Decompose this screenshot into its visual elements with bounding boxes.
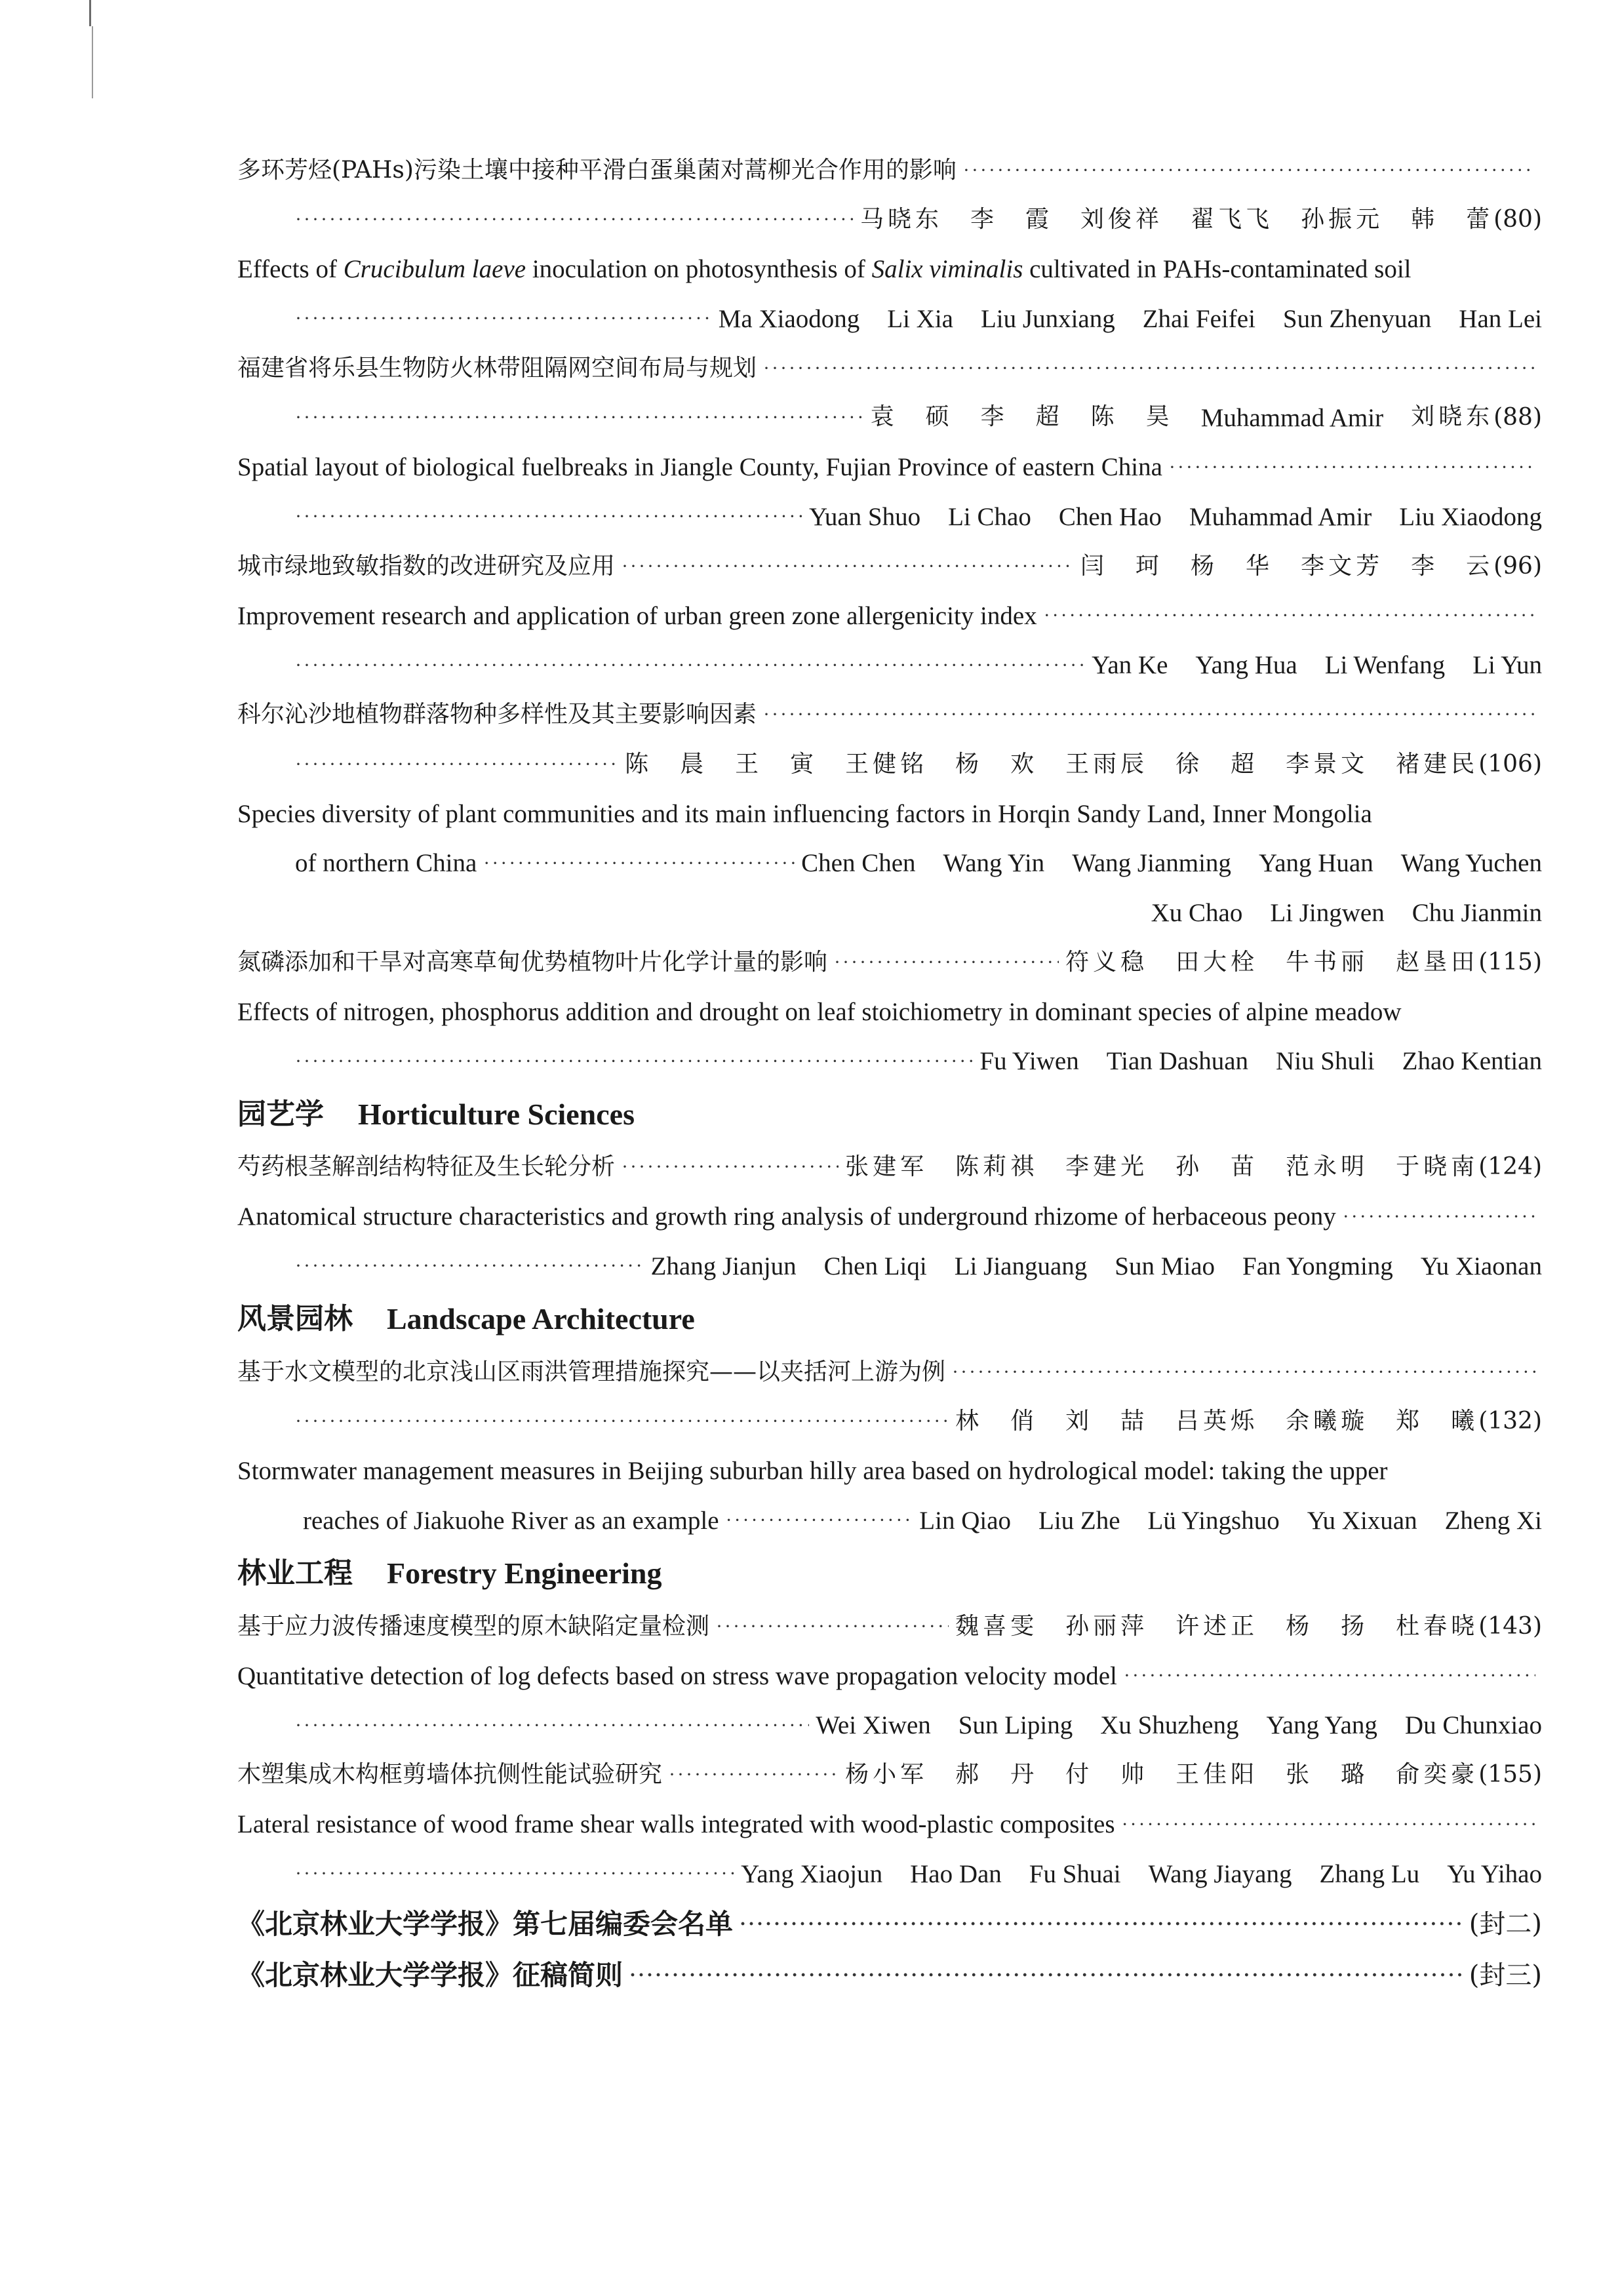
author-name: Hao Dan (910, 1859, 1002, 1888)
dot-leader (763, 359, 1535, 378)
page-number: (80) (1493, 206, 1542, 233)
toc-en-authors (237, 492, 1542, 542)
toc-cn-title[interactable]: 木塑集成木构框剪墙体抗侧性能试验研究 ····· 杨小军 郝 丹 付 帅 王佳阳 张 璐 俞奕豪 (155) (237, 1751, 1542, 1800)
author-name: 田大栓 (1175, 948, 1259, 976)
toc-en-title[interactable]: Anatomical structure characteristics and growth ring analysis of underground rhizome of herbaceous peony ····· (237, 1192, 1542, 1242)
author-name: Li Jianguang (954, 1252, 1088, 1280)
dot-leader (295, 210, 854, 229)
toc-cn-title[interactable]: 基于水文模型的北京浅山区雨洪管理措施探究——以夹括河上游为例 ····· (237, 1347, 1542, 1397)
author-name: 牛书丽 (1286, 948, 1369, 976)
toc-cn-title[interactable]: 芍药根茎解剖结构特征及生长轮分析 ····· 张建军 陈莉祺 李建光 孙 苗 范永明 于晓南 (124) (237, 1143, 1542, 1193)
dot-leader (740, 1914, 1463, 1934)
author-name: 杨 华 (1191, 552, 1274, 580)
toc-en-authors (237, 1850, 1542, 1899)
author-name: Yu Xiaonan (1420, 1252, 1542, 1280)
section-heading: 风景园林 Landscape Architecture (237, 1302, 695, 1336)
author-name: 李 霞 (970, 206, 1054, 233)
author-name: Yu Xixuan (1307, 1506, 1417, 1535)
author-name: 陈 昊 (1090, 403, 1174, 430)
author-name: Wei Xiwen (816, 1711, 931, 1740)
author-name: Yang Xiaojun (741, 1859, 883, 1888)
author-name: Li Wenfang (1324, 651, 1446, 680)
author-name: 陈莉祺 (955, 1153, 1038, 1181)
author-name: 余曦璇 (1286, 1408, 1369, 1435)
page-number: (88) (1493, 404, 1542, 431)
author-name: 褚建民 (1396, 750, 1479, 778)
toc-en-authors (237, 888, 1542, 938)
dot-leader (483, 854, 795, 873)
author-name: Wang Jianming (1072, 849, 1231, 878)
toc-cn-authors (237, 1397, 1542, 1447)
author-name: Chen Liqi (823, 1252, 927, 1280)
dot-leader (952, 1362, 1535, 1382)
author-name: 李 云 (1411, 552, 1494, 580)
author-name: Liu Zhe (1038, 1506, 1120, 1535)
dot-leader (295, 408, 864, 427)
author-name: 刘晓东 (1411, 403, 1494, 430)
toc-cn-title[interactable]: 福建省将乐县生物防火林带阻隔网空间布局与规划 ····· (237, 344, 1542, 393)
dot-leader (295, 1256, 644, 1276)
dot-leader (295, 1412, 949, 1431)
toc-en-title[interactable]: Species diversity of plant communities and its main influencing factors in Horqin Sandy Land, Inner Mongolia (237, 799, 1372, 828)
dot-leader (1122, 1815, 1535, 1834)
author-name: 魏喜雯 (955, 1612, 1038, 1640)
toc-cn-authors (237, 740, 1542, 789)
author-name: Wang Jiayang (1148, 1859, 1292, 1888)
author-name: 李 超 (980, 403, 1063, 430)
dot-leader (963, 161, 1535, 180)
author-name: Muhammad Amir (1189, 502, 1372, 531)
author-name: Fan Yongming (1242, 1252, 1393, 1280)
dot-leader (1343, 1207, 1535, 1227)
page-number: (155) (1478, 1761, 1542, 1789)
toc-masthead-entry[interactable]: 《北京林业大学学报》征稿简则 ····· (封三) (237, 1950, 1542, 2001)
page-number: (124) (1478, 1153, 1542, 1181)
dot-leader (295, 1864, 734, 1884)
author-name: Fu Shuai (1029, 1859, 1121, 1888)
scan-edge-mark (92, 26, 93, 98)
author-name: 符义稳 (1065, 948, 1149, 976)
toc-cn-title[interactable]: 科尔沁沙地植物群落物种多样性及其主要影响因素 ····· (237, 690, 1542, 740)
author-name: Du Chunxiao (1404, 1711, 1542, 1740)
dot-leader (1044, 606, 1535, 625)
author-name: 张 璐 (1286, 1761, 1369, 1789)
toc-en-title[interactable]: Quantitative detection of log defects based on stress wave propagation velocity model ····· (237, 1652, 1542, 1701)
author-name: 郝 丹 (955, 1761, 1038, 1789)
author-name: Sun Liping (958, 1711, 1073, 1740)
author-name: 袁 硕 (870, 403, 953, 430)
author-name: 王雨辰 (1065, 750, 1149, 778)
page-number: (封二) (1469, 1909, 1542, 1939)
toc-en-authors (237, 1037, 1542, 1086)
dot-leader (295, 755, 618, 774)
dot-leader (295, 1052, 973, 1071)
dot-leader (295, 309, 712, 328)
dot-leader (295, 507, 802, 526)
author-name: 杨 扬 (1286, 1612, 1369, 1640)
author-name: Liu Junxiang (980, 304, 1115, 333)
author-name: Zhang Jianjun (650, 1252, 797, 1280)
page-number: (132) (1478, 1408, 1542, 1435)
author-name: 刘俊祥 (1080, 206, 1164, 233)
author-name: 陈 晨 (625, 750, 708, 778)
toc-en-authors (237, 1242, 1542, 1292)
author-name: Li Xia (887, 304, 953, 333)
author-name: Fu Yiwen (979, 1047, 1079, 1076)
author-name: Sun Miao (1115, 1252, 1215, 1280)
toc-en-authors (237, 1701, 1542, 1751)
toc-en-title[interactable]: Effects of nitrogen, phosphorus addition and drought on leaf stoichiometry in dominant species of alpine meadow (237, 997, 1402, 1026)
page-number: (96) (1493, 552, 1542, 580)
author-name: 李文芳 (1301, 552, 1384, 580)
author-name: 杨小军 (845, 1761, 928, 1789)
author-name: 孙振元 (1301, 206, 1384, 233)
author-name: 王健铭 (845, 750, 928, 778)
page-number: (封三) (1469, 1960, 1542, 1990)
author-name: Li Jingwen (1270, 898, 1385, 927)
toc-cn-title[interactable]: 氮磷添加和干旱对高寒草甸优势植物叶片化学计量的影响 ····· 符义稳 田大栓 牛书丽 赵垦田 (115) (237, 938, 1542, 987)
author-name: Xu Shuzheng (1100, 1711, 1239, 1740)
author-name: Liu Xiaodong (1399, 502, 1542, 531)
author-name: Sun Zhenyuan (1282, 304, 1432, 333)
toc-en-title-cont[interactable]: of northern China ····· Chen Chen Wang Yin Wang Jianming Yang Huan Wang Yuchen (237, 839, 1542, 888)
toc-cn-title[interactable]: 城市绿地致敏指数的改进研究及应用 ····· 闫 珂 杨 华 李文芳 李 云 (96) (237, 542, 1542, 591)
dot-leader (716, 1617, 949, 1636)
dot-leader (295, 1716, 809, 1735)
author-name: Yuan Shuo (809, 502, 921, 531)
author-name: 李建光 (1065, 1153, 1149, 1181)
page-number: (143) (1478, 1612, 1542, 1640)
author-name: 许述正 (1175, 1612, 1259, 1640)
section-heading: 园艺学 Horticulture Sciences (237, 1097, 635, 1131)
dot-leader (622, 557, 1074, 576)
author-name: Yang Yang (1266, 1711, 1377, 1740)
author-name: 范永明 (1286, 1153, 1369, 1181)
author-name: 杜春晓 (1396, 1612, 1479, 1640)
toc-en-title[interactable]: Lateral resistance of wood frame shear walls integrated with wood-plastic composites ····· (237, 1800, 1542, 1850)
toc-en-title[interactable]: Spatial layout of biological fuelbreaks in Jiangle County, Fujian Province of eastern China ····· (237, 443, 1542, 492)
author-name: 李景文 (1286, 750, 1369, 778)
author-name: Yang Huan (1258, 849, 1373, 878)
author-name: Li Chao (948, 502, 1031, 531)
toc-en-title[interactable]: Improvement research and application of urban green zone allergenicity index ····· (237, 591, 1542, 641)
author-name: 孙丽萍 (1065, 1612, 1149, 1640)
author-name: 林 俏 (955, 1408, 1038, 1435)
author-name: Ma Xiaodong (718, 304, 860, 333)
author-name: Zheng Xi (1444, 1506, 1542, 1535)
section-heading: 林业工程 Forestry Engineering (237, 1556, 662, 1590)
author-name: Niu Shuli (1276, 1047, 1375, 1076)
author-name: 翟飞飞 (1191, 206, 1274, 233)
toc-cn-title[interactable]: 基于应力波传播速度模型的原木缺陷定量检测 ····· 魏喜雯 孙丽萍 许述正 杨 扬 杜春晓 (143) (237, 1602, 1542, 1652)
author-name: Yan Ke (1092, 651, 1168, 680)
author-name: Chen Chen (801, 849, 916, 878)
author-name: 马晓东 (860, 206, 943, 233)
author-name: 刘 喆 (1065, 1408, 1149, 1435)
author-name: Lü Yingshuo (1147, 1506, 1280, 1535)
author-name: 王佳阳 (1175, 1761, 1259, 1789)
dot-leader (295, 656, 1085, 675)
page-number: (106) (1478, 750, 1542, 778)
dot-leader (726, 1511, 913, 1530)
author-name: Zhang Lu (1319, 1859, 1420, 1888)
author-name: Wang Yin (943, 849, 1045, 878)
author-name: Wang Yuchen (1400, 849, 1542, 878)
author-name: 吕英烁 (1175, 1408, 1259, 1435)
author-name: Yang Hua (1195, 651, 1297, 680)
toc-cn-authors (237, 195, 1542, 245)
author-name: Zhai Feifei (1142, 304, 1255, 333)
author-name: 张建军 (845, 1153, 928, 1181)
author-name: Li Yun (1472, 651, 1542, 680)
author-name: 郑 曦 (1396, 1408, 1479, 1435)
author-name: 杨 欢 (955, 750, 1038, 778)
dot-leader (763, 705, 1535, 724)
page-number: (115) (1478, 948, 1542, 976)
author-name: 孙 苗 (1175, 1153, 1259, 1181)
dot-leader (834, 953, 1059, 972)
scan-edge-mark (89, 0, 91, 26)
dot-leader (669, 1765, 839, 1785)
toc-cn-title[interactable]: 多环芳烃(PAHs)污染土壤中接种平滑白蛋巢菌对蒿柳光合作用的影响 ····· (237, 146, 1542, 195)
author-name: 付 帅 (1065, 1761, 1149, 1789)
toc-en-title[interactable]: Effects of Crucibulum laeve inoculation on photosynthesis of Salix viminalis cultivated in PAHs-contaminated soil (237, 255, 1412, 284)
toc-cn-authors (237, 393, 1542, 443)
author-name: 徐 超 (1175, 750, 1259, 778)
toc-masthead-entry[interactable]: 《北京林业大学学报》第七届编委会名单 ····· (封二) (237, 1899, 1542, 1950)
author-name: Chu Jianmin (1412, 898, 1542, 927)
author-name: Xu Chao (1151, 898, 1243, 927)
dot-leader (629, 1966, 1463, 1985)
author-name: 闫 珂 (1080, 552, 1164, 580)
dot-leader (1169, 458, 1535, 477)
author-name: Lin Qiao (919, 1506, 1011, 1535)
dot-leader (622, 1157, 839, 1177)
toc-en-title[interactable]: Stormwater management measures in Beijing suburban hilly area based on hydrological model: taking the upper (237, 1457, 1388, 1486)
author-name: Chen Hao (1058, 502, 1162, 531)
author-name: Muhammad Amir (1200, 403, 1384, 432)
table-of-contents (237, 146, 1542, 2001)
author-name: Zhao Kentian (1402, 1047, 1542, 1076)
toc-en-title-cont[interactable]: reaches of Jiakuohe River as an example ····· Lin Qiao Liu Zhe Lü Yingshuo Yu Xixuan Zheng Xi (237, 1496, 1542, 1546)
author-name: 赵垦田 (1396, 948, 1479, 976)
dot-leader (1124, 1666, 1535, 1686)
author-name: Tian Dashuan (1106, 1047, 1249, 1076)
toc-en-authors (237, 294, 1542, 344)
author-name: Han Lei (1459, 304, 1542, 333)
author-name: 韩 蕾 (1411, 206, 1494, 233)
toc-en-authors (237, 641, 1542, 690)
author-name: 王 寅 (735, 750, 818, 778)
author-name: 于晓南 (1396, 1153, 1479, 1181)
author-name: Yu Yihao (1447, 1859, 1542, 1888)
author-name: 俞奕豪 (1396, 1761, 1479, 1789)
